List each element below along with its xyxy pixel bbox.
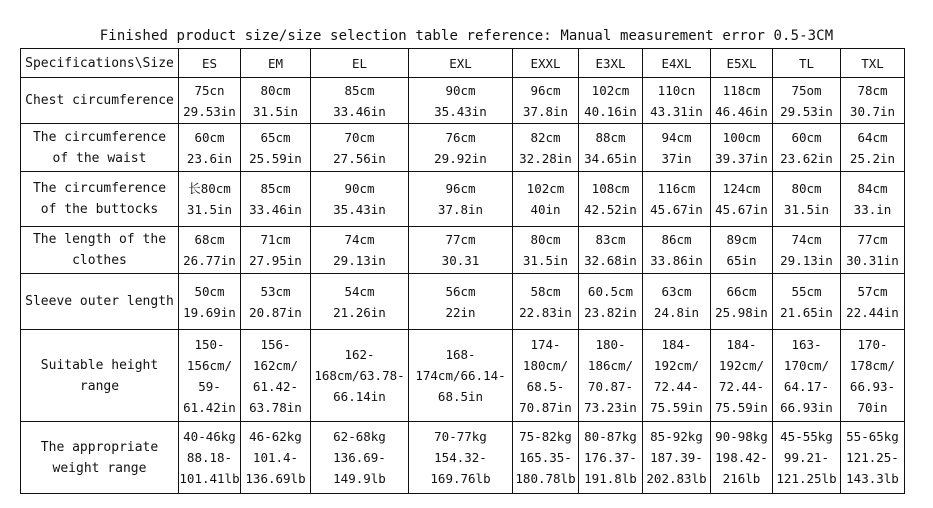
cell-line: 60cm: [194, 129, 225, 145]
cell-line: 180.78lb: [515, 471, 576, 486]
table-cell: [841, 78, 905, 124]
table-cell: [711, 330, 773, 422]
table-cell: [241, 330, 311, 422]
table-cell: [643, 422, 711, 494]
cell-line: 89cm: [726, 232, 757, 247]
table-cell: [241, 227, 311, 274]
table-cell: [513, 274, 579, 330]
cell-line: 25.59in: [249, 150, 302, 166]
cell-line: 202.83lb: [646, 471, 707, 486]
cell-line: 168-: [445, 347, 476, 362]
size-header-txl: TXL: [841, 49, 905, 78]
cell-line: 124cm: [722, 181, 761, 196]
table-cell: [179, 227, 241, 274]
cell-line: 32.28in: [519, 150, 572, 166]
row-label: [21, 124, 179, 172]
cell-line: 37.8in: [522, 103, 569, 119]
cell-line: 29.53in: [780, 103, 833, 119]
cell-line: 78cm: [857, 82, 888, 98]
cell-line: 90-98kg: [715, 429, 768, 444]
cell-line: 45.67in: [650, 202, 703, 217]
cell-line: 70-77kg: [434, 429, 487, 444]
table-cell: [711, 172, 773, 227]
cell-line: 170cm/: [783, 357, 830, 373]
cell-line: 27.56in: [333, 150, 386, 166]
row-label: [21, 330, 179, 422]
table-cell: [179, 78, 241, 124]
table-cell: [841, 330, 905, 422]
row-label-line: of the buttocks: [40, 202, 159, 217]
cell-line: 86cm: [661, 232, 692, 247]
size-header-el: EL: [311, 49, 409, 78]
cell-line: 75cn: [194, 82, 225, 98]
cell-line: 66.93-: [849, 378, 896, 394]
cell-line: 20.87in: [249, 304, 302, 320]
size-header-tl: TL: [773, 49, 841, 78]
table-cell: [579, 78, 643, 124]
table-cell: [841, 124, 905, 172]
cell-line: 191.8lb: [584, 471, 637, 486]
cell-line: 77cm: [857, 232, 888, 247]
table-cell: [513, 227, 579, 274]
cell-line: 174-: [530, 336, 561, 352]
cell-line: 32.68in: [584, 253, 637, 268]
table-row: [21, 227, 905, 274]
table-cell: [409, 78, 513, 124]
row-label-line: Chest circumference: [25, 93, 174, 108]
cell-line: 29.53in: [183, 103, 236, 119]
cell-line: 198.42-: [715, 450, 768, 465]
cell-line: 40.16in: [584, 103, 637, 119]
cell-line: 70cm: [344, 129, 375, 145]
cell-line: 27.95in: [249, 253, 302, 268]
row-label: [21, 227, 179, 274]
row-label-line: Suitable height: [40, 357, 159, 373]
cell-line: 162cm/: [252, 357, 299, 373]
cell-line: 90cm: [445, 82, 476, 98]
cell-line: 65in: [726, 253, 757, 268]
cell-line: 156cm/: [186, 357, 233, 373]
table-cell: [241, 274, 311, 330]
cell-line: 162-: [344, 347, 375, 362]
table-cell: [179, 274, 241, 330]
cell-line: 116cm: [657, 181, 696, 196]
table-cell: [643, 124, 711, 172]
cell-line: 25.98in: [715, 304, 768, 320]
cell-line: 136.69-: [333, 450, 386, 465]
cell-line: 121.25lb: [776, 471, 837, 486]
table-cell: [513, 422, 579, 494]
table-cell: [773, 78, 841, 124]
cell-line: 94cm: [661, 129, 692, 145]
row-label-line: of the waist: [52, 150, 147, 166]
cell-line: 35.43in: [333, 202, 386, 217]
table-cell: [841, 172, 905, 227]
cell-line: 72.44-: [718, 378, 765, 394]
cell-line: 192cm/: [718, 357, 765, 373]
cell-line: 149.9lb: [333, 471, 386, 486]
table-cell: [711, 422, 773, 494]
cell-line: 85-92kg: [650, 429, 703, 444]
table-cell: [241, 172, 311, 227]
table-cell: [643, 227, 711, 274]
cell-line: 88.18-: [186, 450, 233, 465]
cell-line: 180cm/: [522, 357, 569, 373]
size-table: [20, 48, 905, 494]
cell-line: 176.37-: [584, 450, 637, 465]
cell-line: 43.31in: [650, 103, 703, 119]
table-cell: [311, 227, 409, 274]
cell-line: 187.39-: [650, 450, 703, 465]
cell-line: 77cm: [445, 232, 476, 247]
cell-line: 101.4-: [252, 450, 299, 465]
cell-line: 23.6in: [186, 150, 233, 166]
cell-line: 58cm: [530, 283, 561, 299]
cell-line: 64cm: [857, 129, 888, 145]
table-cell: [311, 274, 409, 330]
row-label: [21, 172, 179, 227]
cell-line: 33.46in: [249, 202, 302, 217]
table-cell: [311, 124, 409, 172]
cell-line: 73.23in: [584, 399, 637, 415]
cell-line: 26.77in: [183, 253, 236, 268]
cell-line: 30.31in: [846, 253, 899, 268]
cell-line: 96cm: [530, 82, 561, 98]
cell-line: 76cm: [445, 129, 476, 145]
table-cell: [311, 330, 409, 422]
row-label-line: The length of the: [32, 232, 167, 247]
cell-line: 46-62kg: [249, 429, 302, 444]
row-label-line: The appropriate: [40, 439, 159, 455]
cell-line: 长80cm: [188, 181, 231, 196]
cell-line: 156-: [260, 336, 291, 352]
cell-line: 63.78in: [249, 399, 302, 415]
table-cell: [409, 124, 513, 172]
table-cell: [579, 422, 643, 494]
cell-line: 30.31: [441, 253, 480, 268]
table-cell: [841, 422, 905, 494]
table-cell: [773, 227, 841, 274]
cell-line: 33.46in: [333, 103, 386, 119]
cell-line: 25.2in: [849, 150, 896, 166]
cell-line: 24.8in: [653, 304, 700, 320]
table-cell: [241, 124, 311, 172]
cell-line: 64.17-: [783, 378, 830, 394]
cell-line: 53cm: [260, 283, 291, 299]
row-label-line: weight range: [52, 460, 147, 476]
header-row: [21, 49, 905, 78]
table-cell: [579, 172, 643, 227]
cell-line: 68.5in: [437, 389, 484, 404]
cell-line: 96cm: [445, 181, 476, 196]
cell-line: 37.8in: [437, 202, 484, 217]
cell-line: 33.in: [853, 202, 892, 217]
table-cell: [711, 124, 773, 172]
table-cell: [841, 227, 905, 274]
table-cell: [711, 227, 773, 274]
cell-line: 34.65in: [584, 150, 637, 166]
cell-line: 88cm: [595, 129, 626, 145]
table-row: [21, 172, 905, 227]
size-header-exl: EXL: [409, 49, 513, 78]
cell-line: 19.69in: [183, 304, 236, 320]
table-cell: [179, 124, 241, 172]
table-cell: [773, 172, 841, 227]
table-cell: [409, 172, 513, 227]
cell-line: 110cn: [657, 82, 696, 98]
cell-line: 165.35-: [519, 450, 572, 465]
cell-line: 80cm: [791, 181, 822, 196]
cell-line: 59-: [198, 378, 221, 394]
table-cell: [773, 330, 841, 422]
cell-line: 66cm: [726, 283, 757, 299]
cell-line: 75.59in: [650, 399, 703, 415]
table-cell: [643, 274, 711, 330]
table-cell: [179, 330, 241, 422]
cell-line: 74cm: [791, 232, 822, 247]
cell-line: 121.25-: [846, 450, 899, 465]
cell-line: 45.67in: [715, 202, 768, 217]
table-cell: [311, 172, 409, 227]
cell-line: 180-: [595, 336, 626, 352]
row-label: [21, 422, 179, 494]
cell-line: 101.41lb: [179, 471, 240, 486]
cell-line: 66.93in: [780, 399, 833, 415]
cell-line: 184-: [726, 336, 757, 352]
cell-line: 31.5in: [186, 202, 233, 217]
cell-line: 30.7in: [849, 103, 896, 119]
size-header-es: ES: [179, 49, 241, 78]
cell-line: 83cm: [595, 232, 626, 247]
table-cell: [711, 274, 773, 330]
table-cell: [841, 274, 905, 330]
table-cell: [773, 274, 841, 330]
cell-line: 66.14in: [333, 389, 386, 404]
table-cell: [579, 274, 643, 330]
size-header-em: EM: [241, 49, 311, 78]
row-label: [21, 274, 179, 330]
table-row: [21, 422, 905, 494]
cell-line: 74cm: [344, 232, 375, 247]
cell-line: 21.26in: [333, 304, 386, 320]
cell-line: 68.5-: [526, 378, 565, 394]
cell-line: 21.65in: [780, 304, 833, 320]
cell-line: 22in: [445, 304, 476, 320]
table-row: [21, 78, 905, 124]
cell-line: 63cm: [661, 283, 692, 299]
cell-line: 80cm: [260, 82, 291, 98]
table-row: [21, 124, 905, 172]
header-corner: Specifications\Size: [21, 49, 179, 78]
table-cell: [241, 422, 311, 494]
table-cell: [643, 78, 711, 124]
table-cell: [409, 330, 513, 422]
cell-line: 46.46in: [715, 103, 768, 119]
cell-line: 61.42in: [183, 399, 236, 415]
cell-line: 54cm: [344, 283, 375, 299]
cell-line: 70.87-: [587, 378, 634, 394]
cell-line: 29.13in: [780, 253, 833, 268]
cell-line: 108cm: [591, 181, 630, 196]
size-header-e4xl: E4XL: [643, 49, 711, 78]
cell-line: 72.44-: [653, 378, 700, 394]
size-header-exxl: EXXL: [513, 49, 579, 78]
table-cell: [711, 78, 773, 124]
table-cell: [513, 330, 579, 422]
table-row: [21, 274, 905, 330]
cell-line: 90cm: [344, 181, 375, 196]
cell-line: 33.86in: [650, 253, 703, 268]
cell-line: 85cm: [344, 82, 375, 98]
cell-line: 84cm: [857, 181, 888, 196]
cell-line: 31.5in: [522, 253, 569, 268]
cell-line: 102cm: [591, 82, 630, 98]
cell-line: 85cm: [260, 181, 291, 196]
table-cell: [773, 422, 841, 494]
cell-line: 150-: [194, 336, 225, 352]
table-cell: [311, 422, 409, 494]
cell-line: 168cm/63.78-: [314, 368, 405, 383]
row-label: [21, 78, 179, 124]
cell-line: 31.5in: [783, 202, 830, 217]
cell-line: 75-82kg: [519, 429, 572, 444]
row-label-line: The circumference: [32, 129, 167, 145]
cell-line: 22.44in: [846, 304, 899, 320]
size-header-e3xl: E3XL: [579, 49, 643, 78]
cell-line: 184-: [661, 336, 692, 352]
table-cell: [579, 227, 643, 274]
cell-line: 99.21-: [783, 450, 830, 465]
row-label-line: The circumference: [32, 181, 167, 196]
cell-line: 102cm: [526, 181, 565, 196]
cell-line: 143.3lb: [846, 471, 899, 486]
table-cell: [409, 274, 513, 330]
table-row: [21, 330, 905, 422]
cell-line: 174cm/66.14-: [415, 368, 506, 383]
table-cell: [513, 172, 579, 227]
table-cell: [179, 422, 241, 494]
row-label-line: range: [79, 378, 120, 394]
cell-line: 39.37in: [715, 150, 768, 166]
size-header-e5xl: E5XL: [711, 49, 773, 78]
table-cell: [513, 124, 579, 172]
cell-line: 56cm: [445, 283, 476, 299]
table-cell: [773, 124, 841, 172]
cell-line: 71cm: [260, 232, 291, 247]
cell-line: 82cm: [530, 129, 561, 145]
cell-line: 57cm: [857, 283, 888, 299]
cell-line: 22.83in: [519, 304, 572, 320]
cell-line: 154.32-: [434, 450, 487, 465]
cell-line: 61.42-: [252, 378, 299, 394]
cell-line: 29.13in: [333, 253, 386, 268]
table-cell: [311, 78, 409, 124]
cell-line: 29.92in: [434, 150, 487, 166]
table-cell: [409, 422, 513, 494]
row-label-line: Sleeve outer length: [25, 294, 174, 309]
cell-line: 80-87kg: [584, 429, 637, 444]
cell-line: 55-65kg: [846, 429, 899, 444]
cell-line: 136.69lb: [245, 471, 306, 486]
cell-line: 70.87in: [519, 399, 572, 415]
cell-line: 55cm: [791, 283, 822, 299]
cell-line: 68cm: [194, 232, 225, 247]
table-cell: [241, 78, 311, 124]
table-cell: [179, 172, 241, 227]
cell-line: 70in: [857, 399, 888, 415]
cell-line: 216lb: [722, 471, 761, 486]
table-cell: [579, 124, 643, 172]
cell-line: 35.43in: [434, 103, 487, 119]
table-cell: [643, 172, 711, 227]
cell-line: 65cm: [260, 129, 291, 145]
cell-line: 23.82in: [584, 304, 637, 320]
cell-line: 169.76lb: [430, 471, 491, 486]
cell-line: 178cm/: [849, 357, 896, 373]
cell-line: 75.59in: [715, 399, 768, 415]
table-cell: [643, 330, 711, 422]
cell-line: 37in: [661, 150, 692, 166]
cell-line: 31.5in: [252, 103, 299, 119]
cell-line: 186cm/: [587, 357, 634, 373]
cell-line: 40-46kg: [183, 429, 236, 444]
cell-line: 60cm: [791, 129, 822, 145]
cell-line: 100cm: [722, 129, 761, 145]
cell-line: 50cm: [194, 283, 225, 299]
cell-line: 75om: [791, 82, 822, 98]
cell-line: 118cm: [722, 82, 761, 98]
row-label-line: clothes: [72, 253, 127, 268]
table-cell: [409, 227, 513, 274]
cell-line: 23.62in: [780, 150, 833, 166]
cell-line: 163-: [791, 336, 822, 352]
cell-line: 170-: [857, 336, 888, 352]
cell-line: 62-68kg: [333, 429, 386, 444]
cell-line: 60.5cm: [587, 283, 634, 299]
table-caption: Finished product size/size selection table reference: Manual measurement error 0.5-3CM: [99, 28, 834, 44]
cell-line: 45-55kg: [780, 429, 833, 444]
cell-line: 192cm/: [653, 357, 700, 373]
cell-line: 40in: [530, 202, 561, 217]
table-cell: [579, 330, 643, 422]
cell-line: 80cm: [530, 232, 561, 247]
table-cell: [513, 78, 579, 124]
cell-line: 42.52in: [584, 202, 637, 217]
